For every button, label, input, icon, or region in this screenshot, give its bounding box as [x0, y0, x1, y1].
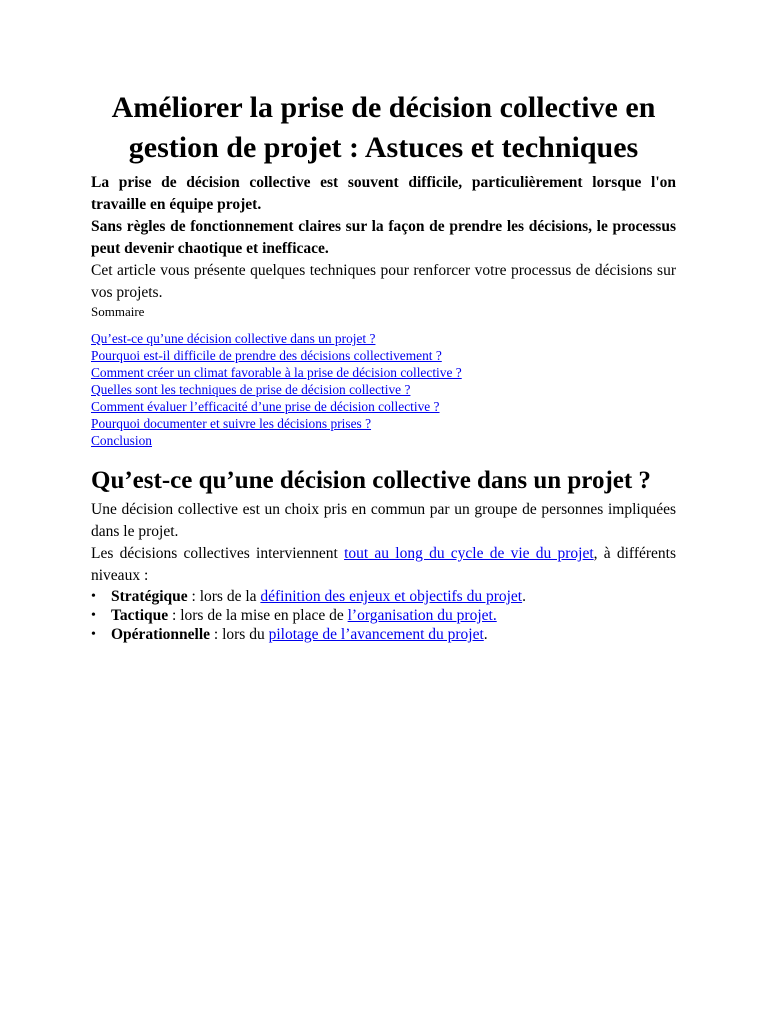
link-definition-enjeux[interactable]: définition des enjeux et objectifs du projet — [260, 588, 523, 605]
bullet-term: Opérationnelle — [111, 626, 211, 643]
bullet-text: : lors de la — [187, 588, 261, 605]
list-item-strategique — [91, 587, 676, 606]
bullet-text: : lors du — [210, 626, 269, 643]
table-of-contents — [91, 330, 676, 449]
toc-item — [91, 415, 676, 432]
bullet-icon: • — [91, 608, 96, 623]
section-heading: Qu’est-ce qu’une décision collective dans un projet ? — [91, 467, 651, 494]
link-organisation-projet[interactable]: l’organisation du projet. — [347, 607, 497, 624]
section-paragraph-1: Une décision collective est un choix pris en commun par un groupe de personnes impliquées dans le projet. — [91, 501, 676, 540]
paragraph-text: Les décisions collectives interviennent — [91, 545, 345, 562]
decision-levels-list — [91, 587, 676, 644]
toc-item — [91, 347, 676, 364]
toc-link-climat-favorable[interactable]: Comment créer un climat favorable à la prise de décision collective ? — [91, 365, 462, 380]
bullet-end: . — [522, 588, 526, 605]
list-item-tactique — [91, 606, 676, 625]
toc-item — [91, 364, 676, 381]
bullet-term: Stratégique — [111, 588, 188, 605]
summary-label: Sommaire — [91, 304, 145, 319]
intro-paragraph: Cet article vous présente quelques techniques pour renforcer votre processus de décisions sur vos projets. — [91, 262, 676, 301]
document-page — [91, 0, 676, 644]
toc-item — [91, 432, 676, 449]
link-pilotage-avancement[interactable]: pilotage de l’avancement du projet — [268, 626, 484, 643]
section-paragraph-2 — [91, 543, 676, 587]
toc-link-documenter-suivre[interactable]: Pourquoi documenter et suivre les décisions prises ? — [91, 416, 372, 431]
list-item-operationnelle — [91, 625, 676, 644]
bullet-text: : lors de la mise en place de — [168, 607, 348, 624]
link-cycle-de-vie[interactable]: tout au long du cycle de vie du projet — [344, 545, 594, 562]
paragraph-text: , à différents niveaux : — [91, 545, 676, 584]
toc-item — [91, 398, 676, 415]
intro-bold-paragraph-1: La prise de décision collective est souvent difficile, particulièrement lorsque l'on travaille en équipe projet. — [91, 174, 676, 213]
toc-link-pourquoi-difficile[interactable]: Pourquoi est-il difficile de prendre des décisions collectivement ? — [91, 348, 442, 363]
bullet-icon: • — [91, 627, 96, 642]
toc-link-conclusion[interactable]: Conclusion — [91, 433, 153, 448]
toc-link-decision-collective[interactable]: Qu’est-ce qu’une décision collective dans un projet ? — [91, 331, 376, 346]
bullet-term: Tactique — [111, 607, 169, 624]
toc-link-evaluer-efficacite[interactable]: Comment évaluer l’efficacité d’une prise de décision collective ? — [91, 399, 440, 414]
intro-bold-paragraph-2: Sans règles de fonctionnement claires sur la façon de prendre les décisions, le processus peut devenir chaotique et inefficace. — [91, 218, 676, 257]
toc-link-techniques[interactable]: Quelles sont les techniques de prise de décision collective ? — [91, 382, 411, 397]
bullet-icon: • — [91, 589, 96, 604]
page-title: Améliorer la prise de décision collective en gestion de projet : Astuces et techniques — [111, 91, 656, 164]
bullet-end: . — [483, 626, 488, 643]
toc-item — [91, 330, 676, 347]
toc-item — [91, 381, 676, 398]
